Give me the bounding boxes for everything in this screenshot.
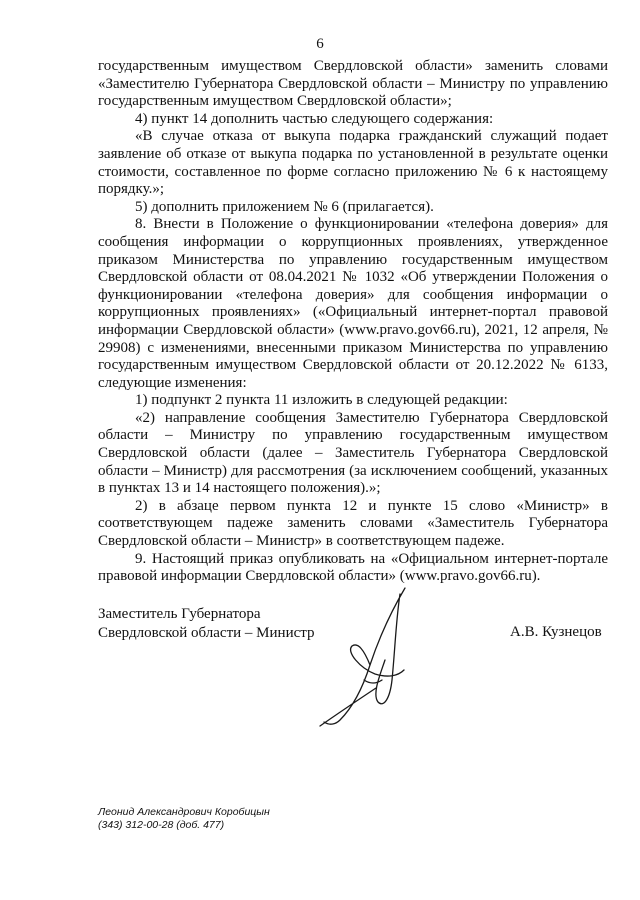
executor-info [98, 806, 270, 832]
paragraph: «В случае отказа от выкупа подарка гражданский служащий подает заявление об отказе от выкупа подарка по установленной в результате оценки стоимости, составленное по форме согласно приложению № 6 к настоящему порядку.»; [98, 128, 608, 198]
paragraph: 5) дополнить приложением № 6 (прилагается). [135, 198, 434, 215]
signatory-title-line: Заместитель Губернатора [98, 606, 261, 622]
handwritten-signature [300, 580, 420, 730]
page-number: 6 [316, 36, 324, 52]
signatory-title [98, 605, 315, 643]
paragraph: 1) подпункт 2 пункта 11 изложить в следующей редакции: [135, 392, 508, 409]
paragraph: 8. Внести в Положение о функционировании «телефона доверия» для сообщения информации о коррупционных проявлениях, утвержденное приказом Министерства по управлению государственным имуществом Свердловской области от 08.04.2021 № 1032 «Об утверждении Положения о функционировании «телефона доверия» для сообщения информации о коррупционных проявлениях» («Официальный интернет-портал правовой информации Свердловской области» (www.pravo.gov66.ru), 2021, 12 апреля, № 29908) с изменениями, внесенными приказом Министерства по управлению государственным имуществом Свердловской области от 20.12.2022 № 6133, следующие изменения: [98, 216, 608, 391]
paragraph: 2) в абзаце первом пункта 12 и пункте 15 слово «Министр» в соответствующем падеже заменить словами «Заместитель Губернатора Свердловской области – Министр» в соответствующем падеже. [98, 497, 608, 550]
paragraph: «2) направление сообщения Заместителю Губернатора Свердловской области – Министру по управлению государственным имуществом Свердловской области (далее – Заместитель Губернатора Свердловской области – Министр) для рассмотрения (за исключением сообщений, указанных в пунктах 13 и 14 настоящего положения).»; [98, 409, 608, 497]
signatory-title-line: Свердловской области – Министр [98, 625, 315, 641]
executor-phone: (343) 312-00-28 (доб. 477) [98, 819, 225, 831]
document-body [98, 58, 608, 586]
paragraph: 9. Настоящий приказ опубликовать на «Официальном интернет-портале правовой информации Свердловской области» (www.pravo.gov66.ru). [98, 550, 608, 585]
executor-name: Леонид Александрович Коробицын [98, 806, 270, 818]
paragraph: 4) пункт 14 дополнить частью следующего содержания: [135, 110, 494, 127]
signatory-name: А.В. Кузнецов [510, 624, 602, 640]
paragraph: государственным имуществом Свердловской области» заменить словами «Заместителю Губернатора Свердловской области – Министру по управлению государственным имуществом Свердловской области»; [98, 58, 608, 110]
